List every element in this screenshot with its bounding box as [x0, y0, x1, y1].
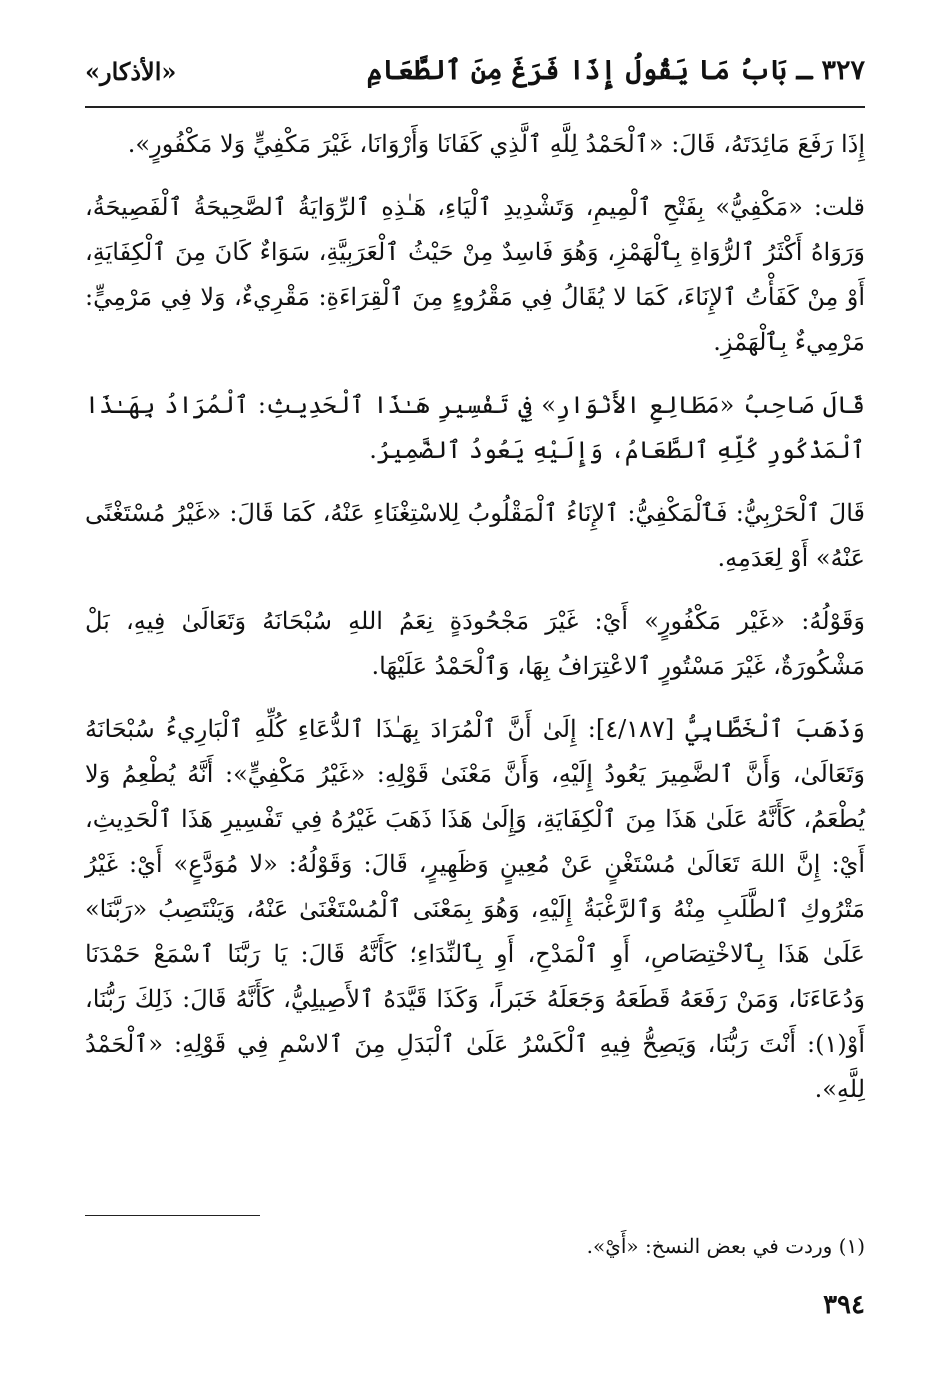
- header-divider: [85, 106, 865, 108]
- paragraph: قلت: «مَكْفِيُّ» بِفَتْحِ ٱلْمِيمِ، وَتَشْدِيدِ ٱلْيَاءِ، هَـٰذِهِ ٱلرِّوَايَةُ ٱلصَّحِيحَةُ ٱلْفَصِيحَةُ، وَرَوَاهُ أَكْثَرُ ٱلرُّوَاةِ بِٱلْهَمْزِ، وَهُوَ فَاسِدٌ مِنْ حَيْثُ ٱلْعَرَبِيَّةِ، سَوَاءٌ كَانَ مِنَ ٱلْكِفَايَةِ، أَوْ مِنْ كَفَأْتُ ٱلإِنَاءَ، كَمَا لا يُقَالُ فِي مَقْرُوءٍ مِنَ ٱلْقِرَاءَةِ: مَقْرِيءٌ، وَلا فِي مَرْمِيٍّ: مَرْمِيءٌ بِٱلْهَمْزِ.: [85, 193, 865, 356]
- footnote-divider: [85, 1215, 260, 1216]
- running-header: [85, 55, 865, 97]
- paragraph: إِذَا رَفَعَ مَائِدَتَهُ، قَالَ: «ٱلْحَمْدُ لِلَّهِ ٱلَّذِي كَفَانَا وَأَرْوَانَا، غَيْرَ مَكْفِيٍّ وَلا مَكْفُورٍ».: [127, 130, 865, 158]
- paragraph: قَالَ ٱلْحَرْبِيُّ: فَٱلْمَكْفِيُّ: ٱلإِنَاءُ ٱلْمَقْلُوبُ لِلاسْتِغْنَاءِ عَنْهُ، كَمَا قَالَ: «غَيْرُ مُسْتَغْنًى عَنْهُ» أَوْ لِعَدَمِهِ.: [85, 499, 865, 572]
- main-text: [85, 122, 865, 1130]
- paragraph: وَقَوْلُهُ: «غَيْر مَكْفُورٍ» أَيْ: غَيْرَ مَجْحُودَةٍ نِعَمُ اللهِ سُبْحَانَهُ وَتَعَالَىٰ فِيهِ، بَلْ مَشْكُورَةٌ، غَيْرَ مَسْتُورٍ ٱلاعْتِرَافُ بِهَا، وَٱلْحَمْدُ عَلَيْهَا.: [85, 607, 865, 680]
- page-number: ٣٩٤: [823, 1290, 865, 1320]
- paragraph: وَذَهَبَ ٱلْخَطَّابِيُّ [٤/١٨٧]: إِلَىٰ أَنَّ ٱلْمُرَادَ بِهَـٰذَا ٱلدُّعَاءِ كُلِّهِ ٱلْبَارِيءُ سُبْحَانَهُ وَتَعَالَىٰ، وَأَنَّ ٱلضَّمِيرَ يَعُودُ إِلَيْهِ، وَأَنَّ مَعْنَىٰ قَوْلِهِ: «غَيْرُ مَكْفِيٍّ»: أَنَّهُ يُطْعِمُ وَلا يُطْعَمُ، كَأَنَّهُ عَلَىٰ هَذَا مِنَ ٱلْكِفَايَةِ، وَإِلَىٰ هَذَا ذَهَبَ غَيْرُهُ فِي تَفْسِيرِ هَذَا ٱلْحَدِيثِ، أَيْ: إِنَّ اللهَ تَعَالَىٰ مُسْتَغْنٍ عَنْ مُعِينٍ وَظَهِيرٍ، قَالَ: وَقَوْلُهُ: «لا مُوَدَّعٍ» أَيْ: غَيْرُ مَتْرُوكِ ٱلطَّلَبِ مِنْهُ وَٱلرَّغْبَةُ إِلَيْهِ، وَهُوَ بِمَعْنَى ٱلْمُسْتَغْنَىٰ عَنْهُ، وَيَنْتَصِبُ «رَبَّنَا» عَلَىٰ هَذَا بِٱلاخْتِصَاصِ، أَوِ ٱلْمَدْحِ، أَوِ بِٱلنِّدَاءِ؛ كَأَنَّهُ قَالَ: يَا رَبَّنَا ٱسْمَعْ حَمْدَنَا وَدُعَاءَنَا، وَمَنْ رَفَعَهُ قَطَعَهُ وَجَعَلَهُ خَبَراً، وَكَذَا قَيَّدَهُ ٱلأَصِيلِيُّ، كَأَنَّهُ قَالَ: ذَلِكَ رَبُّنَا، أَوْ(١): أَنْتَ رَبُّنَا، وَيَصِحُّ فِيهِ ٱلْكَسْرُ عَلَىٰ ٱلْبَدَلِ مِنَ ٱلاسْمِ فِي قَوْلِهِ: «ٱلْحَمْدُ لِلَّهِ».: [85, 715, 865, 1103]
- chapter-title: ٣٢٧ ـ بَابُ مَا يَقُولُ إِذَا فَرَغَ مِنَ ٱلطَّعَامِ: [366, 55, 865, 86]
- paragraph: قَالَ صَاحِبُ «مَطَالِعِ الأَنْوَارِ» فِي تَفْسِيرِ هَـٰذَا ٱلْحَدِيثِ: ٱلْمُرَادُ بِهَـٰذَا ٱلْمَذْكُورِ كُلِّهِ ٱلطَّعَامُ، وَإِلَيْهِ يَعُودُ ٱلضَّمِيرُ.: [85, 391, 865, 464]
- footnote: (١) وردت في بعض النسخ: «أَيْ».: [586, 1234, 865, 1258]
- book-title: «الأذكار»: [85, 57, 177, 86]
